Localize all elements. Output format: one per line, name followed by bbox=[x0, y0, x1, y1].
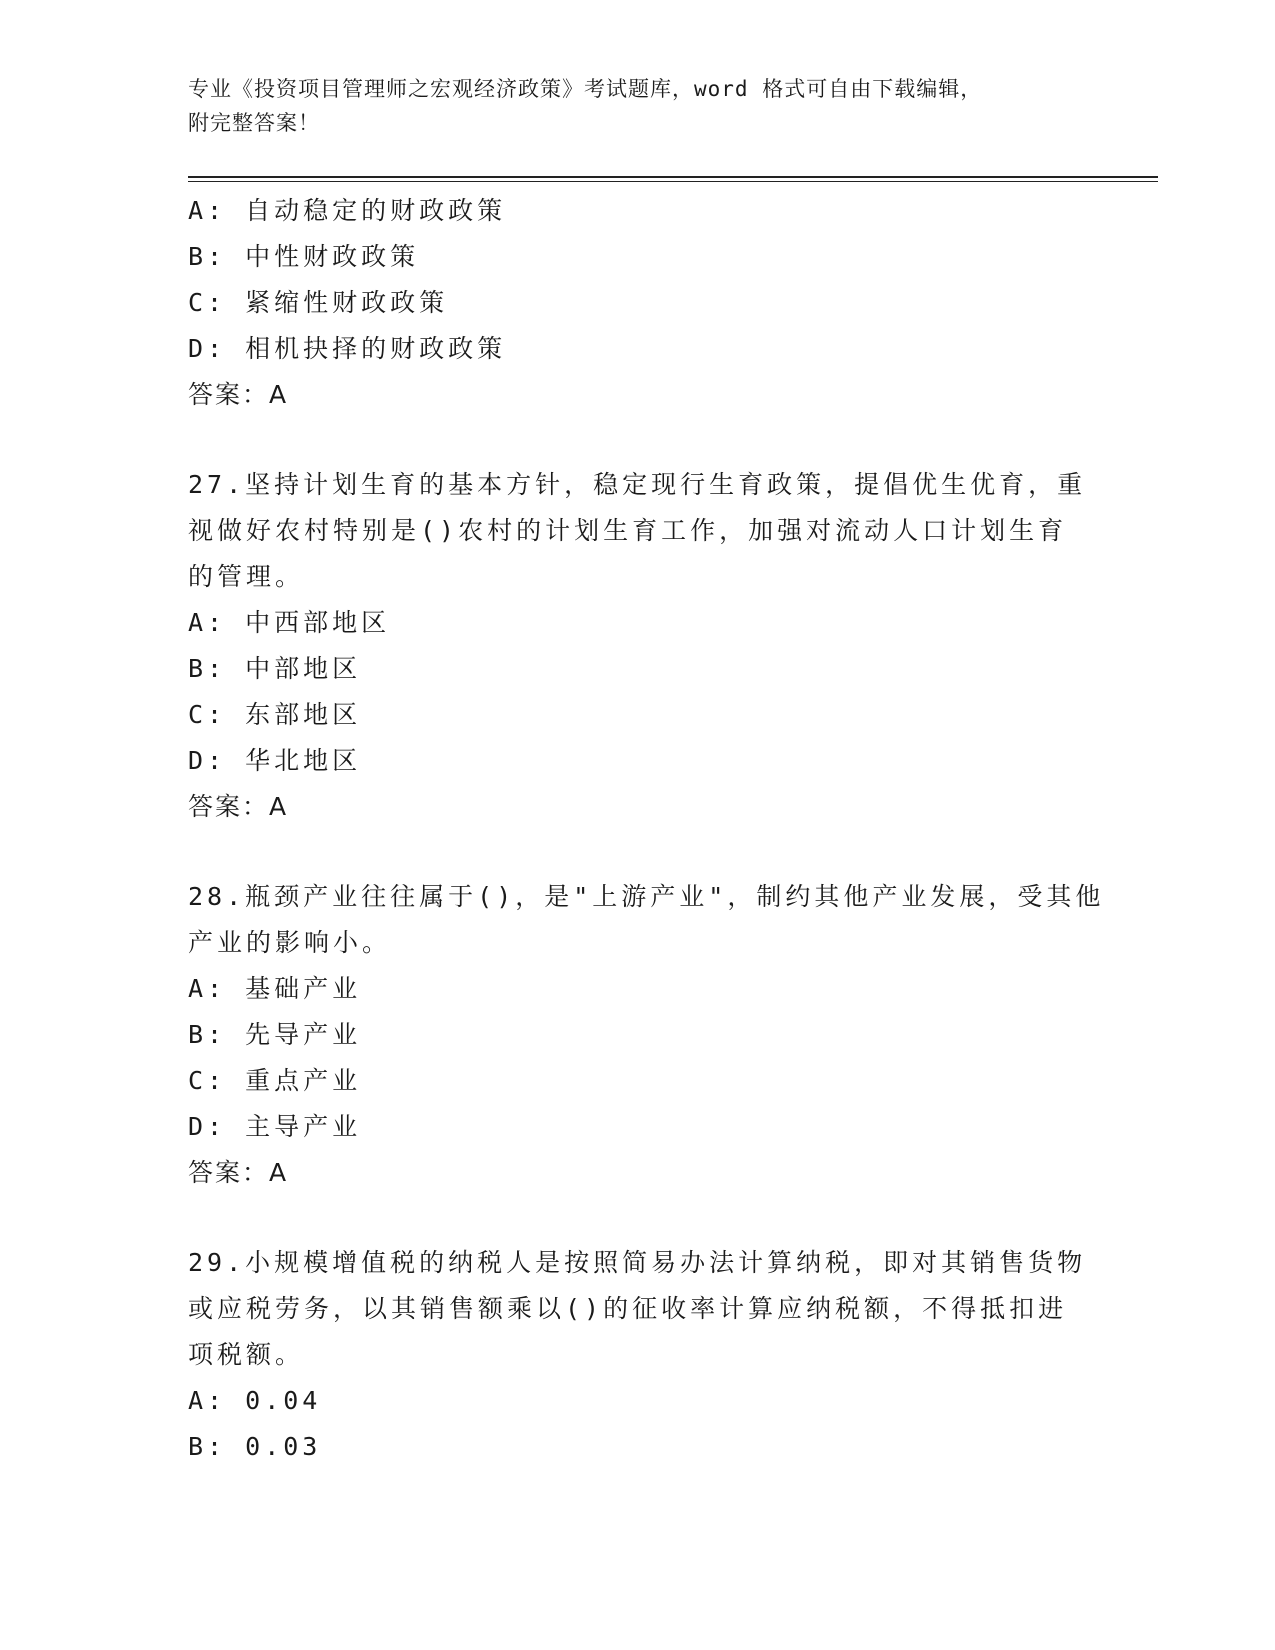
answer-line: 答案：A bbox=[188, 1158, 289, 1187]
option-c: C: 重点产业 bbox=[188, 1066, 362, 1095]
answer-line: 答案：A bbox=[188, 792, 289, 821]
answer-line: 答案：A bbox=[188, 380, 289, 409]
option-d: D: 相机抉择的财政政策 bbox=[188, 334, 507, 363]
document-header bbox=[188, 72, 1068, 140]
header-line-2: 附完整答案！ bbox=[188, 111, 320, 135]
header-divider-thick bbox=[188, 176, 1158, 178]
question-text-line: 产业的影响小。 bbox=[188, 928, 392, 957]
option-c: C: 紧缩性财政政策 bbox=[188, 288, 449, 317]
option-b: B: 0.03 bbox=[188, 1432, 322, 1461]
option-a: A: 0.04 bbox=[188, 1386, 322, 1415]
option-c: C: 东部地区 bbox=[188, 700, 362, 729]
question-text bbox=[188, 462, 1088, 600]
question-text-line: 28.瓶颈产业往往属于()，是"上游产业"，制约其他产业发展，受其他 bbox=[188, 882, 1105, 911]
question-text-line: 项税额。 bbox=[188, 1340, 305, 1369]
question-text bbox=[188, 1240, 1088, 1378]
question-text-line: 视做好农村特别是()农村的计划生育工作，加强对流动人口计划生育 bbox=[188, 516, 1068, 545]
question-text bbox=[188, 874, 1105, 966]
option-d: D: 主导产业 bbox=[188, 1112, 362, 1141]
question-list bbox=[188, 188, 1105, 1470]
option-b: B: 中性财政政策 bbox=[188, 242, 420, 271]
option-a: A: 自动稳定的财政政策 bbox=[188, 196, 507, 225]
question-29 bbox=[188, 1240, 1088, 1470]
question-text-line: 的管理。 bbox=[188, 562, 305, 591]
question-text-line: 27.坚持计划生育的基本方针，稳定现行生育政策，提倡优生优育，重 bbox=[188, 470, 1087, 499]
option-d: D: 华北地区 bbox=[188, 746, 362, 775]
option-a: A: 基础产业 bbox=[188, 974, 362, 1003]
question-26 bbox=[188, 188, 1088, 418]
question-text-line: 或应税劳务，以其销售额乘以()的征收率计算应纳税额，不得抵扣进 bbox=[188, 1294, 1068, 1323]
question-28 bbox=[188, 874, 1105, 1196]
header-divider-thin bbox=[188, 181, 1158, 182]
question-27 bbox=[188, 462, 1088, 830]
option-b: B: 中部地区 bbox=[188, 654, 362, 683]
option-a: A: 中西部地区 bbox=[188, 608, 391, 637]
header-line-1: 专业《投资项目管理师之宏观经济政策》考试题库，word 格式可自由下载编辑， bbox=[188, 77, 983, 101]
question-text-line: 29.小规模增值税的纳税人是按照简易办法计算纳税，即对其销售货物 bbox=[188, 1248, 1087, 1277]
option-b: B: 先导产业 bbox=[188, 1020, 362, 1049]
